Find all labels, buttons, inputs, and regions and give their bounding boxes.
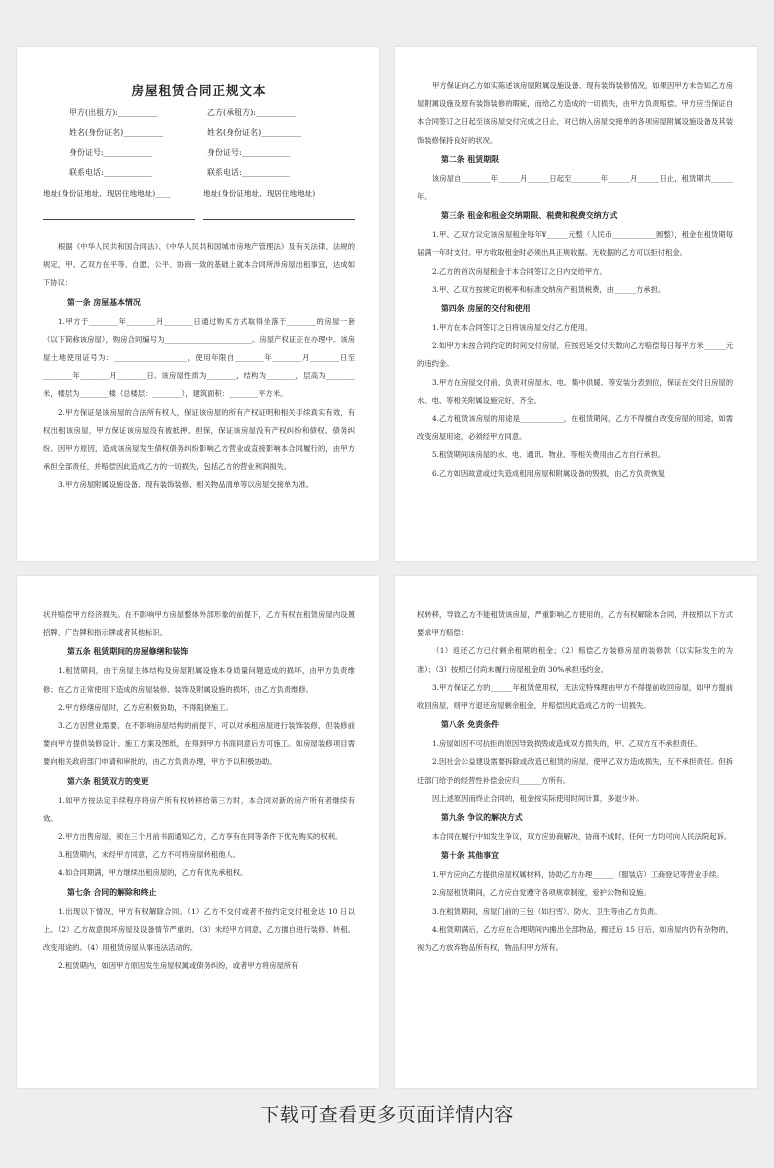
- paragraph: （1）返还乙方已付剩余租期的租金；（2）赔偿乙方装修房屋的装修款（以实际发生的为准）；（3）按照已付尚未履行房屋租金的 30%承担违约金。: [417, 646, 733, 674]
- section-heading: 第三条 租金和租金交纳期限、税费和税费交纳方式: [441, 211, 618, 221]
- page-body: [417, 606, 733, 957]
- party-a-name: 姓名(身份证名)__________: [69, 128, 164, 137]
- document-page-4: [395, 576, 757, 1088]
- paragraph: 4.租赁期满后，乙方应在合理期间内搬出全部物品，搬迁后 15 日后，如房屋内仍有杂物的，视为乙方放弃物品所有权，物品归甲方所有。: [417, 924, 733, 953]
- download-more-banner[interactable]: 下载可查看更多页面详情内容: [260, 1104, 514, 1126]
- paragraph: 6.乙方如因故意或过失造成租用房屋和附属设备的毁损，由乙方负责恢复: [432, 468, 666, 478]
- section-heading: 第九条 争议的解决方式: [441, 813, 523, 823]
- paragraph: 3.甲、乙双方按规定的税率和标准交纳房产租赁税费，由______方承担。: [432, 284, 666, 294]
- paragraph: 1.出现以下情况，甲方有权解除合同。（1）乙方不交付或者不按约定交付租金达 10 日以上。（2）乙方故意损坏房屋及设备情节严重的。（3）未经甲方同意，乙方擅自进行装修、转租、改变用途的。（4）用租赁房屋从事违法活动的。: [43, 906, 355, 953]
- section-heading: 第一条 房屋基本情况: [67, 297, 141, 307]
- paragraph: 2.甲方修缮房屋时，乙方应积极协助，不得阻挠施工。: [58, 702, 233, 712]
- party-a-phone: 联系电话:____________: [69, 168, 152, 177]
- paragraph: 1.甲方于________年________月________日通过购买方式取得坐落于________的房屋一套（以下简称该房屋），购房合同编号为________________________。房屋产权证正在办理中。该房屋土地使用证号为：____________________，使用年限自________年________月________日至________年________月________日。该房屋性质为________，结构为________，层高为________米，楼层为________楼（总楼层：________），建筑面积：________平方米。: [43, 316, 355, 399]
- document-page-1: [17, 47, 379, 561]
- paragraph: 5.租赁期间该房屋的水、电、通讯、物业、等相关费用由乙方自行承担。: [432, 450, 666, 460]
- party-a-id: 身份证号:____________: [69, 148, 152, 157]
- paragraph: 3.租赁期内，未经甲方同意，乙方不可将房屋转租他人。: [58, 850, 241, 860]
- document-title: 房屋租赁合同正规文本: [131, 83, 267, 98]
- paragraph: 2.甲方保证是该房屋的合法所有权人，保证该房屋的所有产权证明和相关手续真实有效，有权出租该房屋，甲方保证该房屋没有被抵押、担保，保证该房屋没有产权纠纷和债权、债务纠纷。因甲方原因，造成该房屋发生债权债务纠纷影响乙方营业或直接影响本合同履行的，由甲方承担全部责任，并赔偿因此造成乙方的一切损失，包括乙方的营业利润损失。: [43, 407, 355, 472]
- paragraph: 2.租赁期内，如因甲方原因发生房屋权属或债务纠纷，或者甲方将房屋所有: [58, 961, 299, 971]
- paragraph: 本合同在履行中如发生争议，双方应协商解决，协商不成时，任何一方均可向人民法院起诉。: [432, 832, 732, 842]
- party-b-phone: 联系电话:____________: [207, 168, 290, 177]
- address-line: [43, 209, 195, 220]
- paragraph: 3.甲方房屋附属设施设备、现有装饰装修、相关物品清单等以房屋交接单为准。: [58, 480, 314, 490]
- section-heading: 第五条 租赁期间的房屋修缮和装饰: [67, 647, 189, 657]
- section-heading: 第十条 其他事宜: [441, 851, 499, 861]
- party-b-field: 乙方(承租方):__________: [207, 108, 296, 117]
- paragraph: 3.甲方保证乙方的______年租赁使用权，无法定特殊理由甲方不得提前收回房屋，如甲方提前收回房屋，则甲方退还房屋剩余租金，并赔偿因此造成乙方的一切损失。: [417, 682, 733, 711]
- section-heading: 第六条 租赁双方的变更: [67, 776, 149, 786]
- paragraph: 3.甲方在房屋交付前，负责对房屋水、电、集中供暖、等安装分表到位，保证在交付日房屋的水、电、等相关附属设施完好，齐全。: [417, 377, 733, 405]
- paragraph: 该房屋自________年______月______日起至________年______月______日止，租赁期共______年。: [417, 173, 733, 202]
- paragraph: 根据《中华人民共和国合同法》、《中华人民共和国城市房地产管理法》及有关法律、法规的规定，甲、乙双方在平等、自愿、公平、协商一致的基础上就本合同所涉房屋出租事宜，达成如下协议：: [43, 242, 355, 288]
- document-page-2: [395, 47, 757, 561]
- party-info: [43, 107, 355, 178]
- document-page-3: [17, 576, 379, 1088]
- party-b-name: 姓名(身份证名)__________: [207, 128, 302, 137]
- section-heading: 第二条 租赁期限: [441, 154, 499, 164]
- address-fields: [43, 188, 355, 220]
- page-body: [417, 77, 733, 483]
- paragraph: 权转移，导致乙方不能租赁该房屋，严重影响乙方使用的，乙方有权解除本合同，并按照以下方式要求甲方赔偿：: [417, 610, 733, 638]
- paragraph: 1.甲、乙双方议定该房屋租金每年¥______元整（人民币____________圆整），租金在租赁期每届满一年时支付。甲方收取租金时必须出具正规收据。无收据的乙方可以拒付租金。: [417, 230, 733, 258]
- page-body: [43, 238, 355, 495]
- paragraph: 甲方保证向乙方如实陈述该房屋附属设施设备、现有装饰装修情况，如果因甲方未告知乙方房屋附属设施及原有装饰装修的瑕疵，而给乙方造成的一切损失，由甲方负责赔偿。甲方应当保证自本合同签订之日起至该房屋交付完成之日止，对已纳入房屋交接单的各项房屋附属设施设备及其装饰装修保持良好的状况。: [417, 81, 733, 145]
- paragraph: 2.如甲方未按合同约定的时间交付房屋，应按迟延交付天数向乙方赔偿每日每平方米______元的违约金。: [417, 341, 733, 369]
- paragraph: 1.如甲方按法定手续程序将房产所有权转移给第三方时，本合同对新的房产所有者继续有效。: [43, 795, 355, 823]
- paragraph: 3.乙方因营业需要，在不影响房屋结构的前提下，可以对承租房屋进行装饰装修，但装修前要向甲方提供装修设计、施工方案及图纸，在得到甲方书面同意后方可施工。如房屋装修项目需要向相关政府部门申请和审批的，由乙方负责办理，甲方予以积极协助。: [43, 721, 355, 767]
- paragraph: 1.房屋如因不可抗拒的原因导致损毁或造成双方损失的，甲、乙双方互不承担责任。: [432, 739, 702, 749]
- paragraph: 3.在租赁期间，房屋门前的三包（如扫雪）、防火、卫生等由乙方负责。: [432, 906, 662, 916]
- party-a-address: 地址(身份证地址、现居住地地址)____: [43, 189, 171, 198]
- address-line: [203, 209, 355, 220]
- party-b-id: 身份证号:____________: [207, 148, 290, 157]
- section-heading: 第八条 免责条件: [441, 720, 499, 730]
- section-heading: 第四条 房屋的交付和使用: [441, 304, 531, 314]
- paragraph: 2.甲方出售房屋，须在三个月前书面通知乙方，乙方享有在同等条件下优先购买的权利。: [58, 832, 343, 842]
- paragraph: 2.乙方的首次房屋租金于本合同签订之日内交给甲方。: [432, 266, 607, 276]
- paragraph: 状并赔偿甲方经济损失。在不影响甲方房屋整体外部形象的前提下，乙方有权在租赁房屋内设置招牌、广告牌和指示牌或者其他标识。: [43, 610, 355, 638]
- party-b-address: 地址(身份证地址、现居住地地址): [203, 189, 316, 198]
- page-body: [43, 606, 355, 975]
- paragraph: 1.租赁期间，由于房屋主体结构及房屋附属设施本身质量问题造成的损坏，由甲方负责维修；在乙方正常使用下造成的房屋装修、装饰及附属设施的损坏，由乙方负责维修。: [43, 666, 355, 694]
- paragraph: 4.如合同期满，甲方继续出租房屋的，乙方有优先承租权。: [58, 868, 248, 878]
- paragraph: 因上述原因而终止合同的，租金按实际使用时间计算，多退少补。: [432, 793, 644, 803]
- paragraph: 1.甲方在本合同签订之日将该房屋交付乙方使用。: [432, 323, 593, 333]
- paragraph: 1.甲方应向乙方提供房屋权属材料，协助乙方办理______（服装店）工商登记等营业手续。: [432, 870, 724, 880]
- paragraph: 2.房屋租赁期间，乙方应自觉遵守各项规章制度，爱护公物和设施。: [432, 888, 651, 898]
- section-heading: 第七条 合同的解除和终止: [67, 887, 157, 897]
- paragraph: 2.因社会公益建设需要拆除或改造已租赁的房屋，使甲乙双方造成损失，互不承担责任。但拆迁部门给予的经营性补偿金应归______方所有。: [417, 757, 733, 785]
- paragraph: 4.乙方租赁该房屋的用途是____________，在租赁期间，乙方不得擅自改变房屋的用途，如需改变房屋用途，必须经甲方同意。: [417, 414, 733, 442]
- party-a-field: 甲方(出租方):__________: [69, 108, 158, 117]
